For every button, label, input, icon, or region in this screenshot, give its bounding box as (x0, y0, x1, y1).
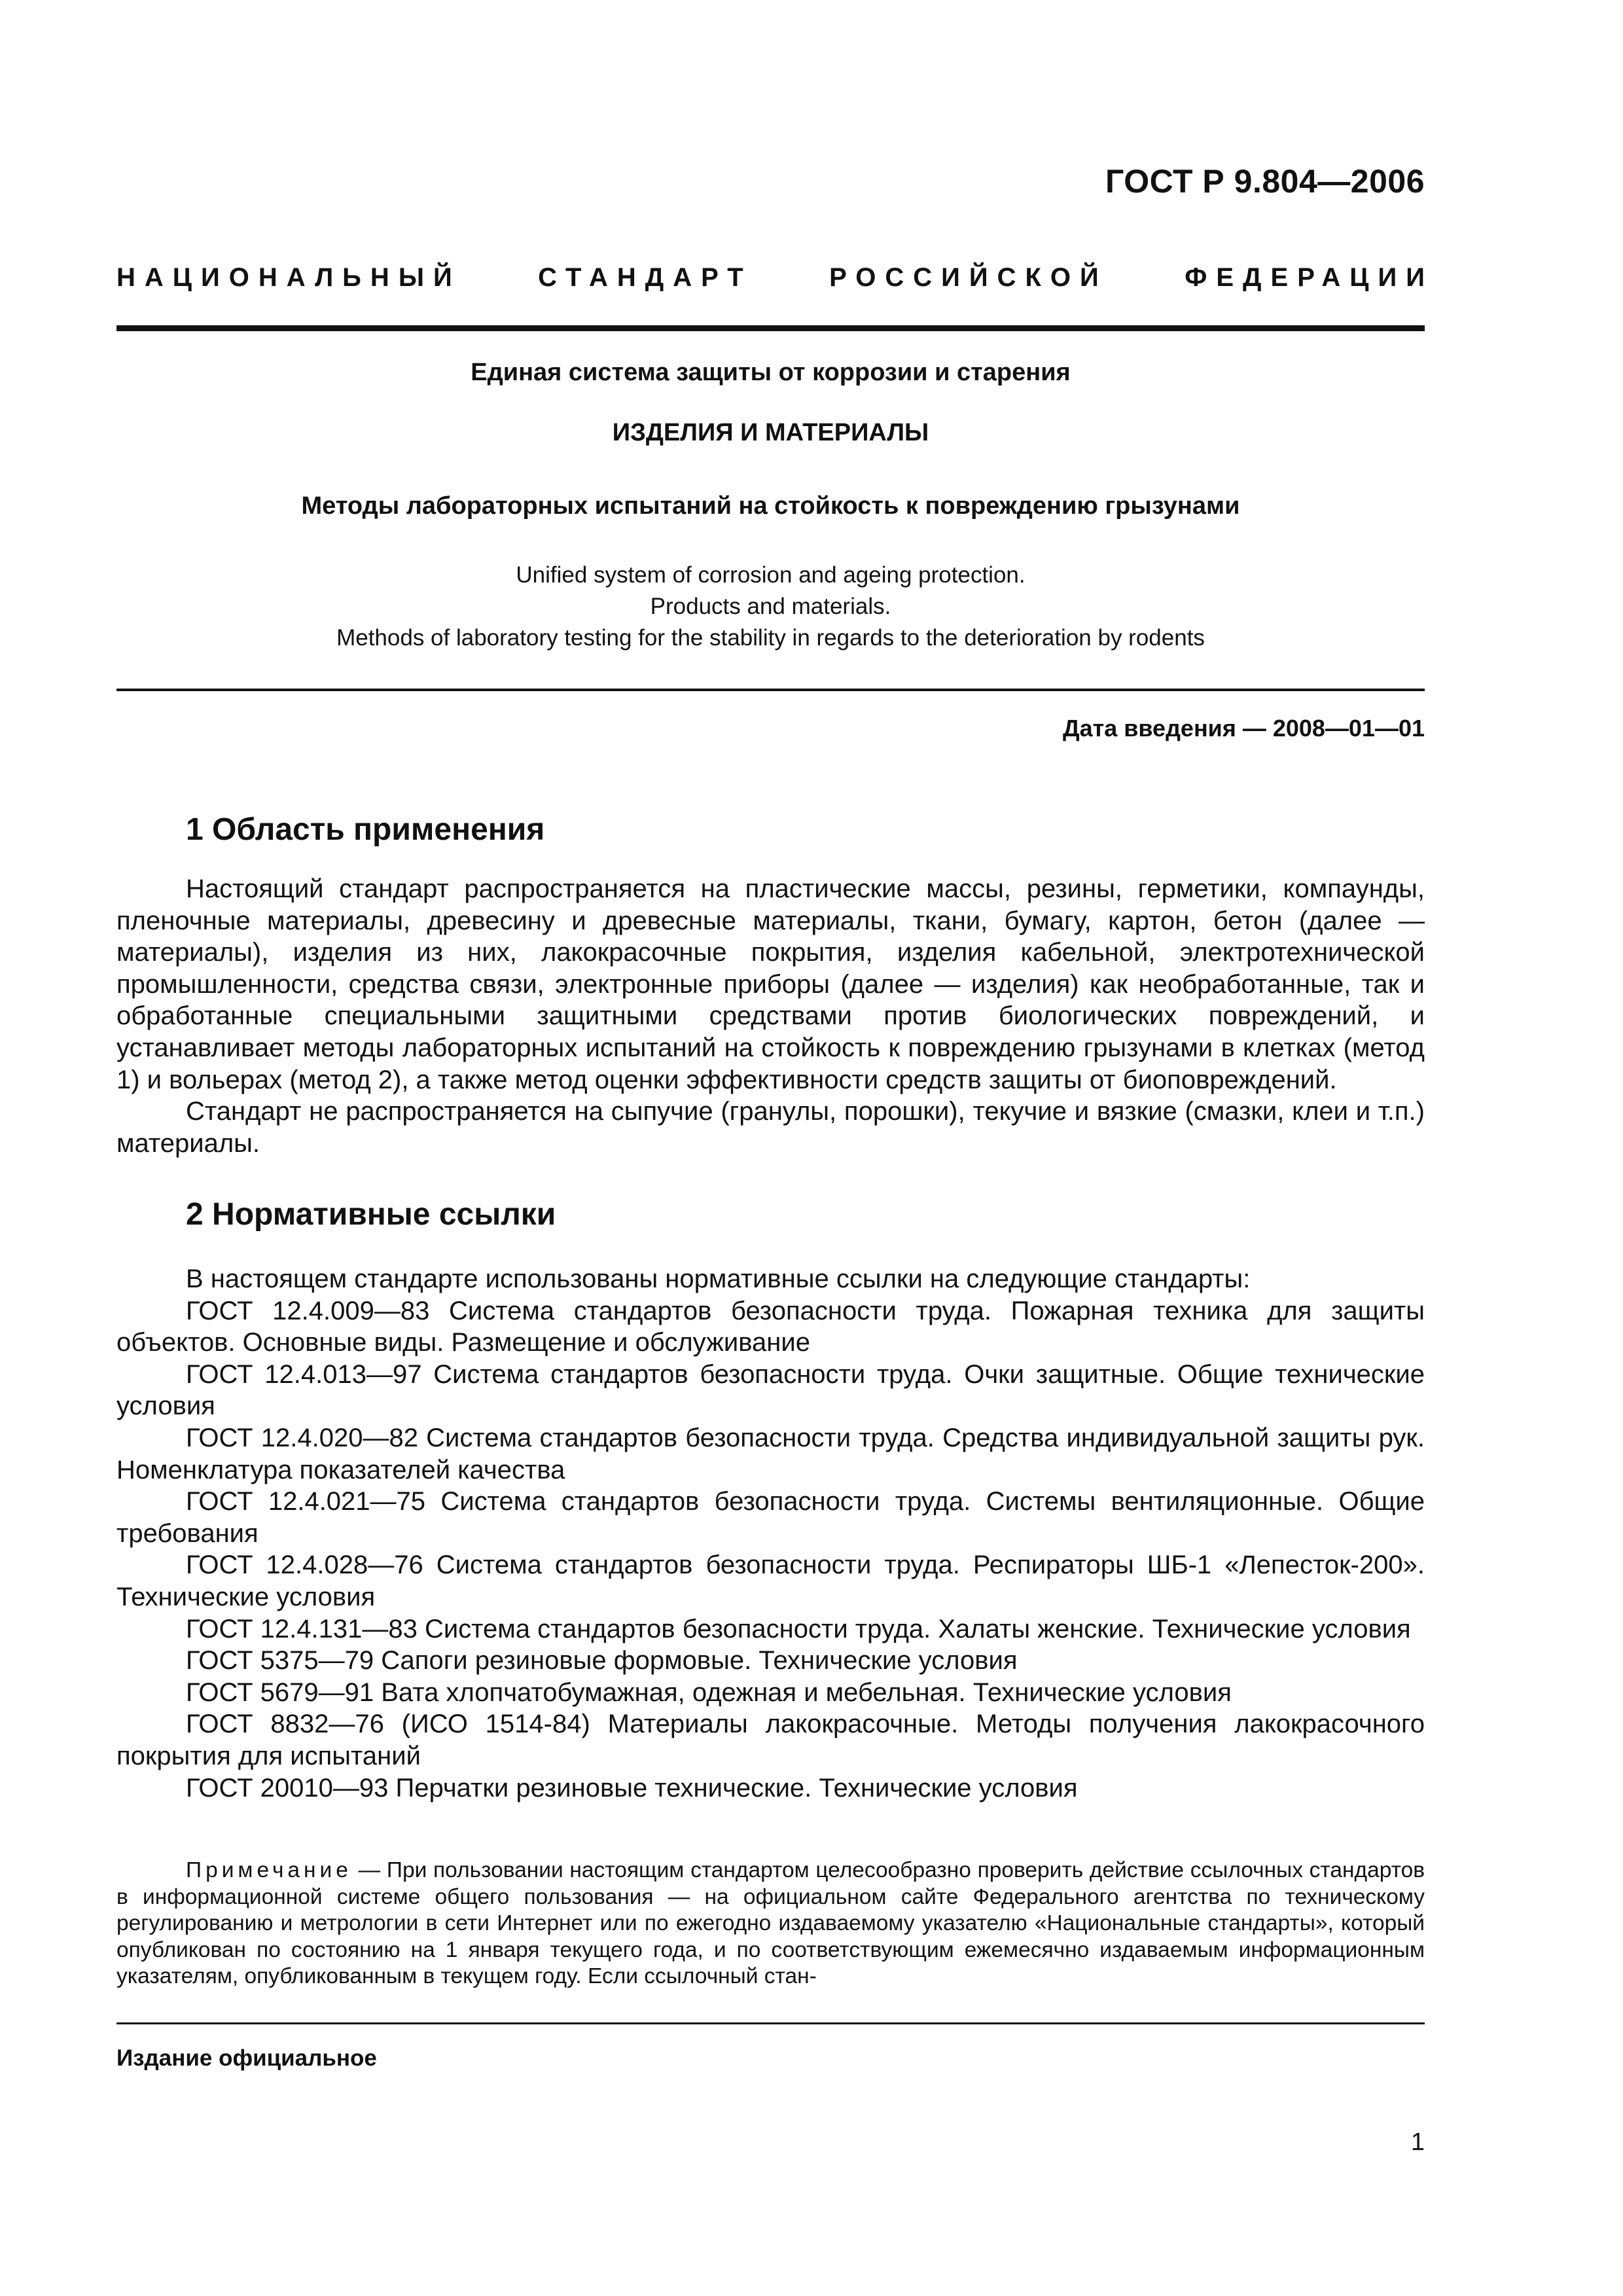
note-text: — При пользовании настоящим стандартом целесообразно проверить действие ссылочных стандартов в информационной системе общего пользования — на официальном сайте Федерального агентства по техническому регулированию и метрологии в сети Интернет или по ежегодно издаваемому указателю «Национальные стандарты», который опубликован по состоянию на 1 января текущего года, и по соответствующим ежемесячно издаваемым информационным указателям, опубликованным в текущем году. Если ссылочный стан- (116, 1858, 1425, 1988)
section-2-body (116, 1263, 1425, 1804)
section-1-heading: 1 Область применения (186, 812, 545, 847)
intro-date: Дата введения — 2008—01—01 (1062, 715, 1425, 742)
reference-item: ГОСТ 12.4.009—83 Система стандартов безопасности труда. Пожарная техника для защиты объектов. Основные виды. Размещение и обслуживание (116, 1296, 1425, 1357)
reference-item: ГОСТ 12.4.131—83 Система стандартов безопасности труда. Халаты женские. Технические условия (186, 1614, 1411, 1643)
national-standard-banner (116, 263, 1434, 293)
reference-item: ГОСТ 12.4.028—76 Система стандартов безопасности труда. Респираторы ШБ-1 «Лепесток-200». Технические условия (116, 1551, 1425, 1611)
english-title (116, 560, 1425, 654)
banner-word: ФЕДЕРАЦИИ (1185, 263, 1434, 292)
banner-word: РОССИЙСКОЙ (829, 263, 1108, 292)
banner-word: СТАНДАРТ (538, 263, 753, 292)
system-title: Единая система защиты от коррозии и старения (471, 359, 1071, 386)
reference-item: ГОСТ 20010—93 Перчатки резиновые технические. Технические условия (186, 1773, 1078, 1803)
reference-item: ГОСТ 12.4.021—75 Система стандартов безопасности труда. Системы вентиляционные. Общие требования (116, 1487, 1425, 1548)
gost-number: ГОСТ Р 9.804—2006 (1105, 163, 1425, 200)
reference-item: ГОСТ 12.4.013—97 Система стандартов безопасности труда. Очки защитные. Общие технические условия (116, 1359, 1425, 1421)
banner-word: НАЦИОНАЛЬНЫЙ (116, 263, 461, 292)
paragraph: В настоящем стандарте использованы нормативные ссылки на следующие стандарты: (186, 1265, 1251, 1293)
methods-title: Методы лабораторных испытаний на стойкость к повреждению грызунами (301, 492, 1240, 520)
paragraph: Стандарт не распространяется на сыпучие (гранулы, порошки), текучие и вязкие (смазки, клеи и т.п.) материалы. (116, 1097, 1425, 1158)
header-divider (116, 325, 1425, 331)
paragraph: Настоящий стандарт распространяется на пластические массы, резины, герметики, компаунды, пленочные материалы, древесину и древесные материалы, ткани, бумагу, картон, бетон (далее — материалы), изделия из них, лакокрасочные покрытия, изделия кабельной, электротехнической промышленности, средства связи, электронные приборы (далее — изделия) как необработанные, так и обработанные специальными защитными средствами против биологических повреждений, и устанавливает методы лабораторных испытаний на стойкость к повреждению грызунами в клетках (метод 1) и вольерах (метод 2), а также метод оценки эффективности средств защиты от биоповреждений. (116, 874, 1425, 1094)
reference-item: ГОСТ 8832—76 (ИСО 1514-84) Материалы лакокрасочные. Методы получения лакокрасочного покрытия для испытаний (116, 1710, 1425, 1770)
official-edition-label: Издание официальное (116, 2045, 377, 2071)
note (116, 1857, 1425, 1990)
reference-item: ГОСТ 5679—91 Вата хлопчатобумажная, одежная и мебельная. Технические условия (186, 1677, 1232, 1707)
english-title-line: Products and materials. (650, 594, 891, 619)
footer-divider (116, 2022, 1425, 2024)
page-number: 1 (1410, 2128, 1425, 2156)
english-title-line: Unified system of corrosion and ageing protection. (516, 562, 1026, 588)
note-label: Примечание (186, 1858, 352, 1882)
section-2-heading: 2 Нормативные ссылки (186, 1197, 556, 1232)
products-title: ИЗДЕЛИЯ И МАТЕРИАЛЫ (612, 419, 929, 446)
reference-item: ГОСТ 5375—79 Сапоги резиновые формовые. Технические условия (186, 1646, 1018, 1676)
section-1-body (116, 873, 1425, 1159)
english-title-line: Methods of laboratory testing for the stability in regards to the deterioration by rodents (336, 625, 1205, 651)
reference-item: ГОСТ 12.4.020—82 Система стандартов безопасности труда. Средства индивидуальной защиты рук. Номенклатура показателей качества (116, 1423, 1425, 1484)
title-divider (116, 689, 1425, 691)
